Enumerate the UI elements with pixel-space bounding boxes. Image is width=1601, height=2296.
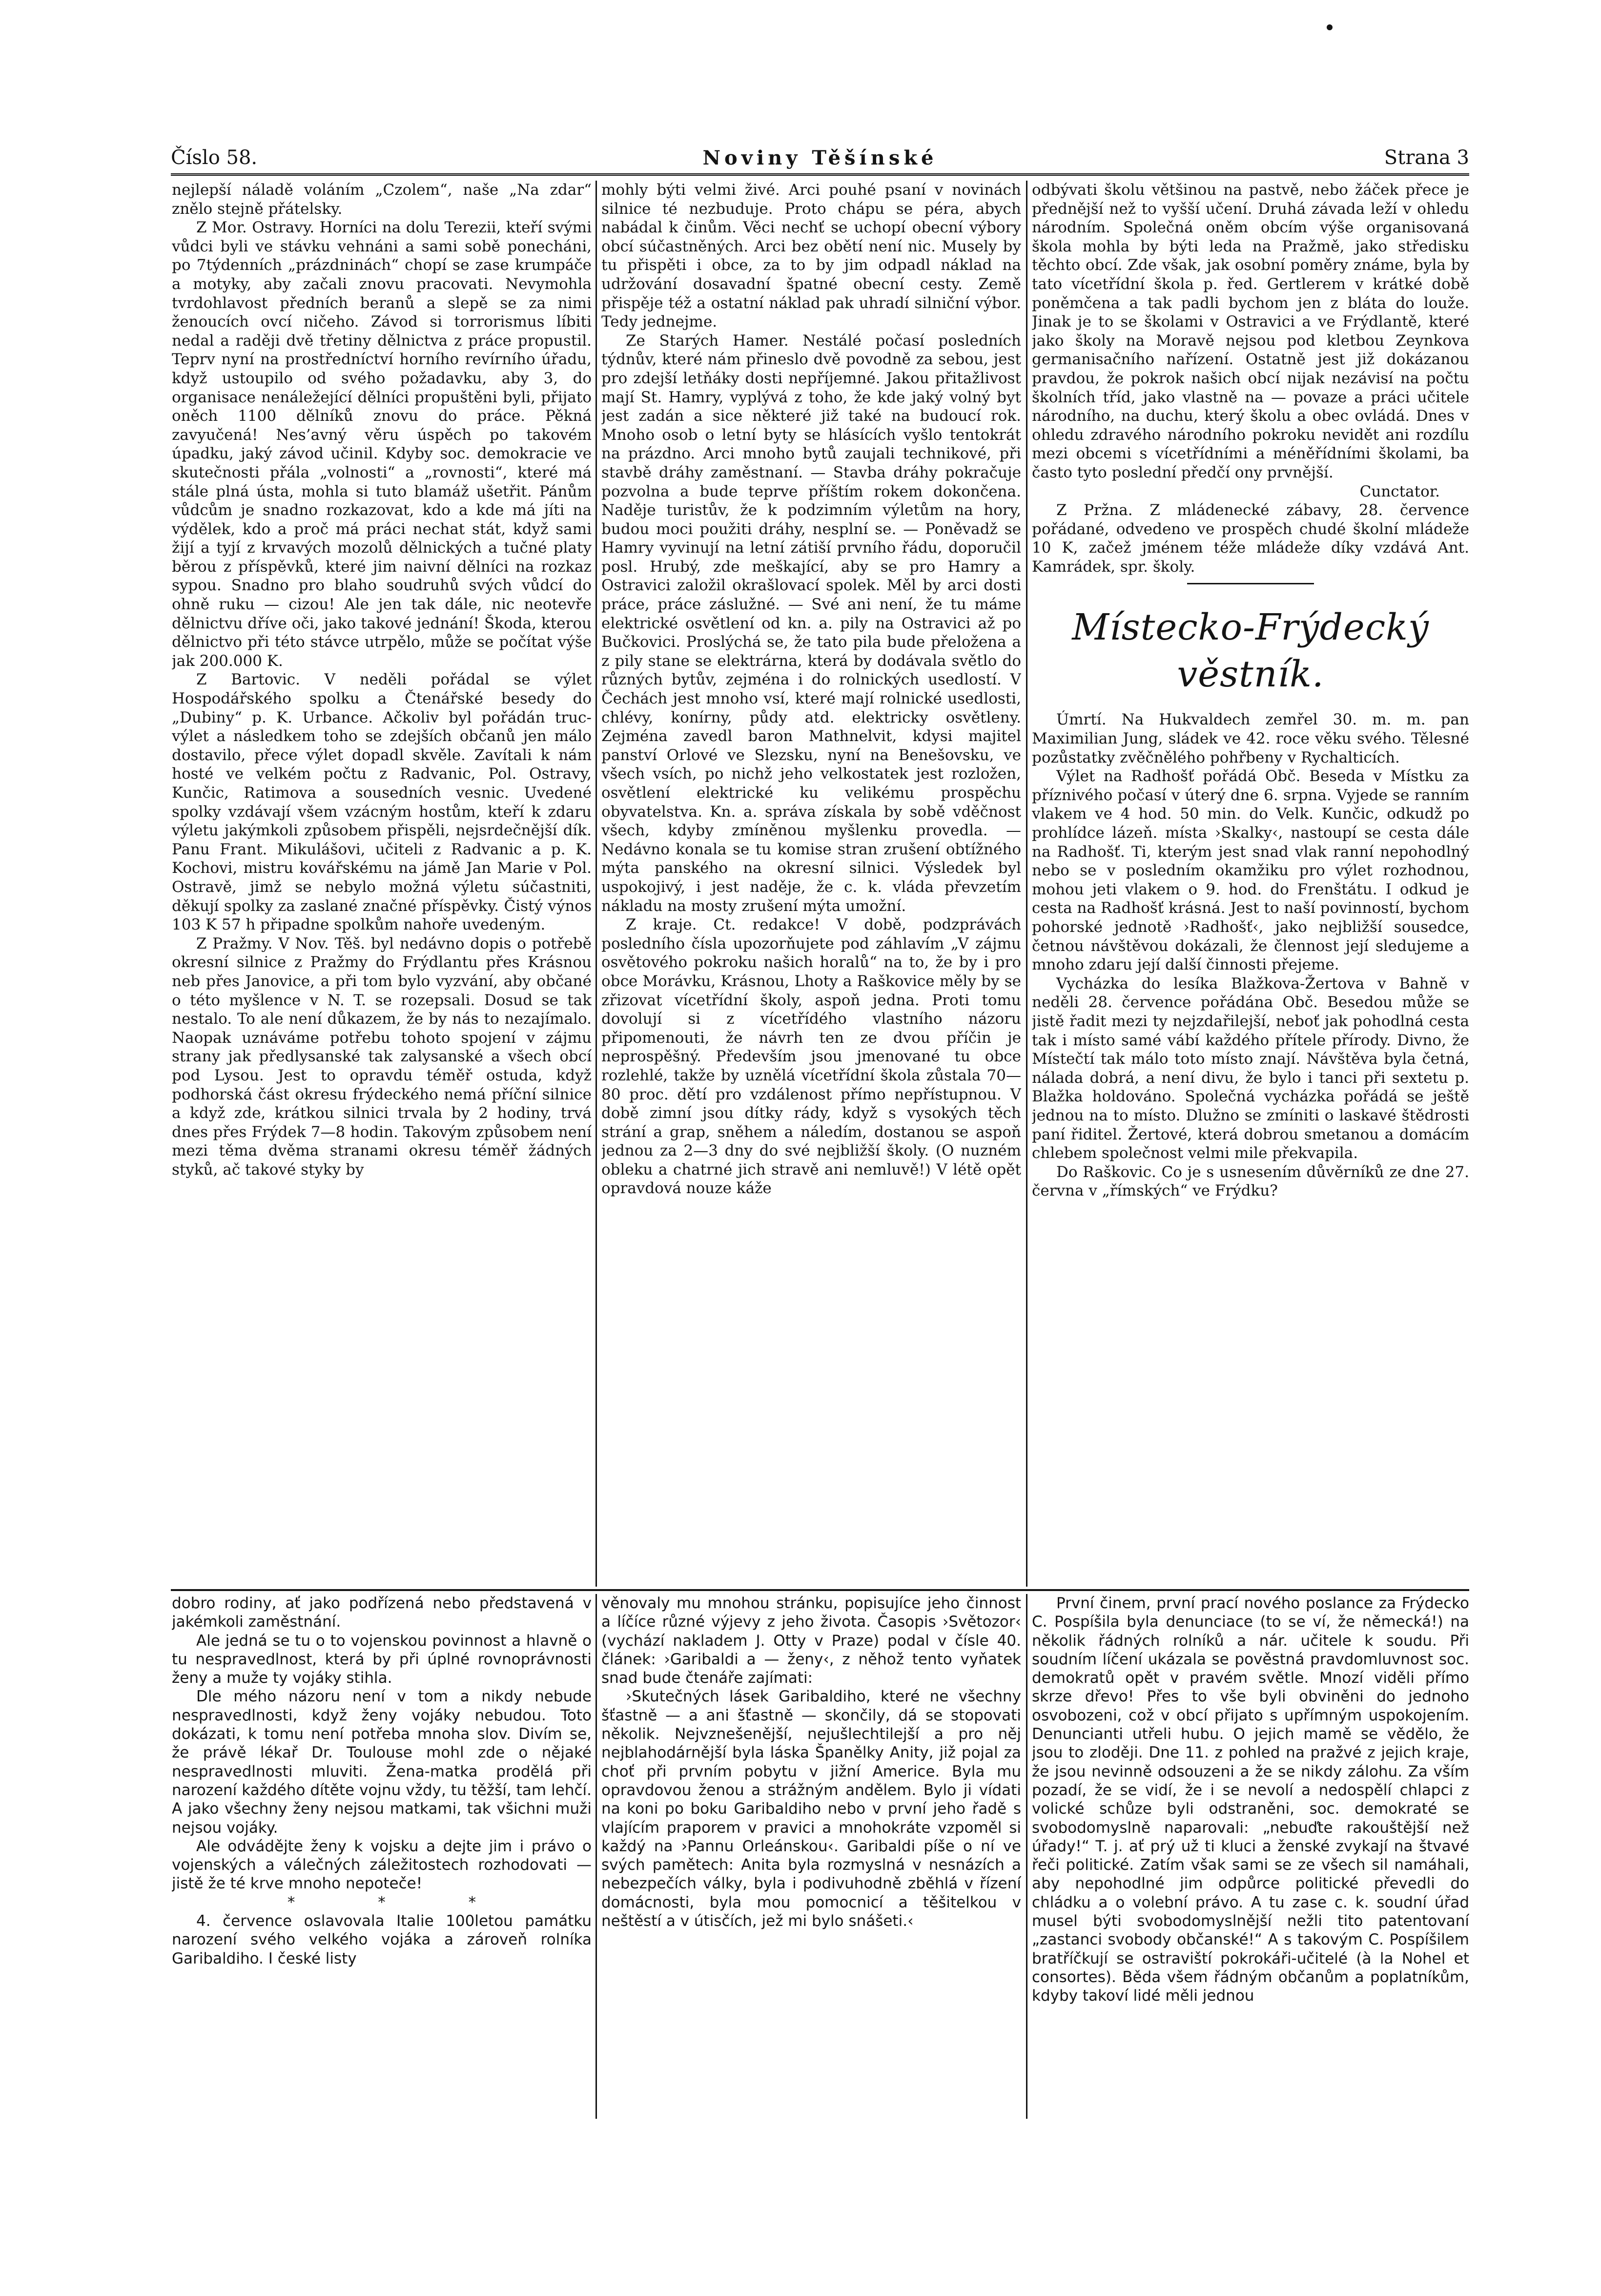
asterisk-separator: * * * [287, 1893, 515, 1911]
paragraph: nejlepší náladě voláním „Czolem“, naše „Na zdar“ znělo stejně přátelsky. [172, 181, 592, 218]
paragraph: Z Mor. Ostravy. Horníci na dolu Terezii, kteří svými vůdci byli ve stávku vehnáni a sami sobě ponecháni, po 7týdenních „prázdninách“ chopí se zase krumpáče a motyky, aby začali znovu pracovati. Nevymohla tvrdohlavost předních beranů a slepě se za nimi ženoucích ovcí ničeho. Závod si torrorismus líbiti nedal a raději dvě třetiny dělnictva z práce propustil. Teprv nyní na prostředníctví horního revírního úřadu, když ustoupilo od svého požadavku, aby 3, do organisace nenáležející dělníci propuštěni byli, přijato oněch 1100 dělníků znovu do práce. Pěkná zavyučená! Nes’avný věru úspěch po takovém úpadku, jaký závod učinil. Kdyby soc. demokracie ve skutečnosti přála „volnosti“ a „rovnosti“, které má stále plná ústa, mohla si tuto blamáž ušetřit. Pánům vůdcům je snadno rozkazovat, kdo a kde má jíti na výdělek, kdo a proč má práci nechat stát, když sami žijí a tyjí z krvavých mozolů dělnických a tučné platy běrou z příspěvků, které jim naivní dělníci na rozkaz sypou. Snadno pro blaho soudruhů svých vůdcí do ohně ruku — cizou! Ale jen tak dále, nic neotevře dělnictvu dříve oči, jako takové jednání! Škoda, kterou dělnictvo při této stávce utrpělo, může se počítat výše jak 200.000 K. [172, 219, 592, 670]
paragraph: odbývati školu většinou na pastvě, nebo žáček přece je přednější než to vyšší učení. Druhá závada leží v ohledu národním. Společná oněm obcím výše organisovaná škola mohla by býti leda na Pražmě, jako středisku těchto obcí. Zde však, jak osobní poměry známe, byla by tato vícetřídní škola p. řed. Gertlerem v krátké době poněmčena a tak padli bychom jen z bláta do louže. Jinak je to se školami v Ostravici a ve Frýdlantě, které jako školy na Moravě nejsou pod kletbou Zeynkova germanisačního nařízení. Ostatně jest již dokázanou pravdou, že pokrok našich obcí nijak nezávisí na počtu školních tříd, jako vlastně na — povaze a práci učitele národního, na duchu, který školu a obec ovládá. Dnes v ohledu zdravého národního pokroku nevidět ani rozdílu mezi obcemi s vícetřídními a méněřídními školami, ba často tyto poslední předčí ony prvnější. [1032, 181, 1469, 481]
column-1 [172, 181, 592, 1587]
paragraph: 4. července oslavovala Italie 100letou památku narození svého velkého vojáka a zároveň rolníka Garibaldiho. I české listy [172, 1912, 592, 1967]
issue-number: Číslo 58. [171, 146, 258, 169]
paragraph: Úmrtí. Na Hukvaldech zemřel 30. m. m. pan Maximilian Jung, sládek ve 42. roce věku svého. Tělesné pozůstatky zvěčnělého pohřbeny v Rychalticích. [1032, 711, 1469, 766]
column-3 [1032, 181, 1469, 1587]
column-divider [595, 1594, 597, 2119]
section-divider [1187, 583, 1314, 584]
section-title: Místecko-Frýdecký věstník. [1072, 606, 1429, 696]
paragraph: Z kraje. Ct. redakce! V době, podzprávách posledního čísla upozorňujete pod záhlavím „V zájmu osvětového pokroku našich horalů“ na to, že by i pro obce Morávku, Krásnou, Lhoty a Raškovice měly by se zřizovat vícetřídní školy, aspoň jedna. Proti tomu dovolují si z vícetřídého vlastního názoru připomenouti, že návrh ten ze dvou příčin je neprospěšný. Především jsou jmenované tu obce rozlehlé, takže by uznělá vícetřídní škola zůstala 70—80 proc. dětí pro vzdálenost přímo nepřístupnou. V době zimní jsou dítky rády, když s vysokých těch strání a grap, sněhem a náledím, dostanou se aspoň jednou za 2—3 dny do své nejbližší školy. (O nuzném obleku a chatrné jich stravě ani nemluvě!) V létě opět opravdová nouze káže [601, 916, 1021, 1198]
lower-column-2 [601, 1594, 1021, 2119]
header-rule [171, 173, 1469, 176]
print-dot [1327, 24, 1333, 30]
page-header [171, 146, 1469, 171]
paragraph: mohly býti velmi živé. Arci pouhé psaní v novinách silnice té nezbuduje. Proto chápu se péra, abych nabádal k činům. Věci nechť se uchopí obecní výbory obcí súčastněných. Arci bez obětí není nic. Musely by tu přispěti i obce, za to by jim odpadl náklad na udržování dosavadní špatné obecní cesty. Země přispěje též a ostatní náklad pak uhradí silniční výbor. Tedy jednejme. [601, 181, 1021, 331]
page-number: Strana 3 [1384, 146, 1469, 169]
paragraph: dobro rodiny, ať jako podřízená nebo představená v jakémkoli zaměstnání. [172, 1594, 592, 1631]
paragraph: První činem, první prací nového poslance za Frýdecko C. Pospíšila byla denunciace (to se ví, že německá!) na několik řádných rolníků a nár. učitele k soudu. Při soudním líčení ukázala se pověstná pravdomluvnost soc. demokratů opět v pravém světle. Mnozí viděli přímo skrze dřevo! Přes to vše byli obviněni do jednoho osvobozeni, což v obcí přijato s upřímným uspokojením. Denuncianti utřeli hubu. O jejich mamě se vědělo, že jsou to zloději. Dne 11. z pohled na pražvé z jejich kraje, že jsou nevinně odsouzeni a že se nikdy zálohu. Za vším pozadí, že se vidí, že i se nevolí a nedospělí chlapci z volické schůze byli odstraněni, soc. demokraté se svobodomyslně naparovali: „nebuďte rakouštější než úřady!“ T. j. ať prý už ti kluci a ženské zvykají na štvavé řeči politické. Zatím však sami se ze všech sil namáhali, aby nepohodlné jim odpůrce politické převedli do chládku a o volební právo. A tu zase c. k. soudní úřad musel býti svobodomyslnější nežli tito patentovaní „zastanci svobody občanské!“ A s takovým C. Pospíšilem bratříčkují se ostraviští pokrokáři-učitelé (à la Nohel et consortes). Běda všem řádným občanům a poplatníkům, kdyby takoví lidé měli jednou [1032, 1594, 1469, 2005]
paragraph: Výlet na Radhošť pořádá Obč. Beseda v Místku za příznivého počasí v úterý dne 6. srpna. Vyjede se ranním vlakem ve 4 hod. 50 min. do Velk. Kunčic, odkudž po prohlídce lázeň. místa ›Skalky‹, nastoupí se cesta dále na Radhošť. Ti, kterým jest snad vlak ranní nepohodlný nebo se v posledním okamžiku pro výlet rozhodnou, mohou jeti vlakem o 9. hod. do Frenštátu. I odkud je cesta na Radhošť krásná. Jest to naší povinností, bychom pohorské jednotě ›Radhošť‹, jako nejbližší sousedce, četnou návštěvou dokázali, že člennost její sledujeme a mnoho zdaru její další činnosti přejeme. [1032, 767, 1469, 974]
signature: Cunctator. [1359, 482, 1440, 500]
paragraph: Vycházka do lesíka Blažkova-Žertova v Bahně v neděli 28. července pořádána Obč. Besedou může se jistě řadit mezi ty nejzdařilejší, neboť jak pohodlná cesta tak i místo samé vábí každého přítele přírody. Divno, že Místečtí tak málo toto místo znají. Návštěva byla četná, nálada dobrá, a není divu, že bylo i tanci při sextetu p. Blažka holdováno. Společná vycházka pořádá se ještě jednou na to místo. Dlužno se zmíniti o laskavé štědrosti paní řiditel. Žertové, která dobrou smetanou a domácím chlebem společnost velmi mile překvapila. [1032, 974, 1469, 1162]
newspaper-title: Noviny Těšínské [702, 146, 938, 169]
column-divider [1026, 181, 1027, 1587]
paragraph: Z Pržna. Z mládenecké zábavy, 28. července pořádané, odvedeno ve prospěch chudé školní mládeže 10 K, začež jménem téže mládeže díky vzdává Ant. Kamrádek, spr. školy. [1032, 501, 1469, 576]
paragraph: Ze Starých Hamer. Nestálé počasí posledních týdnův, které nám přineslo dvě povodně za sebou, jest pro zdejší letňáky dosti nepříjemné. Jakou přitažlivost mají St. Hamry, vyplývá z toho, že kde jaký volný byt jest zadán a sice některé již také na budoucí rok. Mnoho osob o letní byty se hlásících vyšlo tentokrát na prázdno. Arci mnoho bytů zaujali technikové, při stavbě dráhy zaměstnaní. — Stavba dráhy pokračuje pozvolna a bude teprve příštím rokem dokončena. Naděje turistův, že k podzimním výletům na hory, budou moci použiti dráhy, nesplní se. — Poněvadž se Hamry vyvinují na letní zátiší prvního řádu, doporučil posl. Hrubý, zde meškající, aby se pro Hamry a Ostravici založil okrašlovací spolek. Měl by arci dosti práce, práce záslužné. — Své ani není, že tu máme elektrické osvětlení od kn. a. pily na Ostravici až po Bučkovici. Proslýchá se, že tato pila bude přeložena a z pily stane se elektrárna, která by dodávala světlo do různých bytův, zejména i do rolnických usedlostí. V Čechách jest mnoho vsí, které mají rolnické usedlosti, chlévy, konírny, půdy atd. elektricky osvětleny. Zejména zavedl baron Mathnelvit, kdysi majitel panství Orlové ve Slezsku, nyní na Benešovsku, ve všech vsích, po nichž jeho velkostatek jest rozložen, osvětlení elektrické ku velikému prospěchu obyvatelstva. Kn. a. správa získala by sobě vděčnost všech, kdyby zmíněnou myšlenku provedla. — Nedávno konala se tu komise stran zrušení obtížného mýta panského na okresní silnici. Výsledek byl uspokojivý, i jest naděje, že c. k. vláda převzetím nákladu na mosty zrušení mýta umožní. [601, 331, 1021, 915]
section-rule [171, 1589, 1469, 1591]
lower-column-1 [172, 1594, 592, 2119]
lower-column-3 [1032, 1594, 1469, 2119]
paragraph: ›Skutečných lásek Garibaldiho, které ne všechny šťastně — a ani šťastně — skončily, dá se stopovati několik. Nejvznešenější, nejušlechtilejší a pro něj nejblahodárnější byla láska Španělky Anity, již pojal za choť při prvním pobytu v jižní Americe. Byla mu opravdovou ženou a strážným andělem. Bylo ji vídati na koni po boku Garibaldiho nebo v první jeho řadě s vlajícím praporem v pravici a mnohokráte vzpoměl si každý na ›Pannu Orleánskou‹. Garibaldi píše o ní ve svých pamětech: Anita byla rozmyslná v nesnázích a nebezpečích války, byla i podivuhodně zběhlá v řízení domácnosti, byla mou pomocnicí a těšitelkou v neštěstí a v útisčích, jež mi bylo snášeti.‹ [601, 1688, 1021, 1930]
paragraph: Z Pražmy. V Nov. Těš. byl nedávno dopis o potřebě okresní silnice z Pražmy do Frýdlantu přes Krásnou neb přes Janovice, a při tom bylo vyzvání, aby občané o této myšlence v N. T. se rozepsali. Dosud se tak nestalo. To ale není důkazem, že by nás to nezajímalo. Naopak uznáváme potřebu tohoto spojení v zájmu strany jak předlysanské tak zalysanské a všech obcí pod Lysou. Jest to opravdu téměř ostuda, když podhorská část okresu frýdeckého nemá příční silnice a když zde, krátkou silnici trvala by 2 hodiny, trvá dnes přes Frýdek 7—8 hodin. Takovým způsobem není mezi těma dvěma stranami okresu téměř žádných styků, ač takové styky by [172, 934, 592, 1179]
paragraph: Do Raškovic. Co je s usnesením důvěrníků ze dne 27. června v „římských“ ve Frýdku? [1032, 1163, 1469, 1200]
paragraph: Z Bartovic. V neděli pořádal se výlet Hospodářského spolku a Čtenářské besedy do „Dubiny“ p. K. Urbance. Ačkoliv byl pořádán truc-výlet a následkem toho se zdejších občanů jen málo dostavilo, přece výlet dopadl skvěle. Zavítali k nám hosté ve velkém počtu z Radvanic, Pol. Ostravy, Kunčic, Ratimova a sousedních vesnic. Uvedené spolky vzdávají všem vzácným hostům, kteří k zdaru výletu jakýmkoli způsobem přispěli, nejsrdečnější dík. Panu Frant. Mikulášovi, učiteli z Radvanic a p. K. Kochovi, mistru kovářskému na jámě Jan Marie v Pol. Ostravě, jimž se nebylo možná výletu súčastniti, děkují spolky za zaslané značné příspěvky. Čistý výnos 103 K 57 h připadne spolkům nahoře uvedeným. [172, 671, 592, 934]
paragraph: Ale jedná se tu o to vojenskou povinnost a hlavně o tu nespravedlnost, která by při úplné rovnoprávnosti ženy a muže ty vojáky stihla. [172, 1632, 592, 1687]
paragraph: Ale odvádějte ženy k vojsku a dejte jim i právo o vojenských a válečných záležitostech rozhodovati — jistě že té krve mnoho nepoteče! [172, 1837, 592, 1893]
column-divider [595, 181, 597, 1587]
column-2 [601, 181, 1021, 1587]
column-divider [1026, 1594, 1027, 2119]
paragraph: věnovaly mu mnohou stránku, popisujíce jeho činnost a líčíce různé výjevy z jeho života. Časopis ›Světozor‹ (vychází nakladem J. Otty v Praze) podal v čísle 40. článek: ›Garibaldi a — ženy‹, z něhož tento vyňatek snad bude čtenáře zajímati: [601, 1594, 1021, 1687]
paragraph: Dle mého názoru není v tom a nikdy nebude nespravedlnosti, když ženy vojáky nebudou. Toto dokázati, k tomu není potřeba mnoha slov. Divím se, že právě lékař Dr. Toulouse mohl zde o nějaké nespravedlnosti mluviti. Žena-matka prodělá při narození každého dítěte vojnu vždy, tu těžší, tam lehčí. A jako všechny ženy nejsou matkami, tak všichni muži nejsou vojáky. [172, 1688, 592, 1837]
